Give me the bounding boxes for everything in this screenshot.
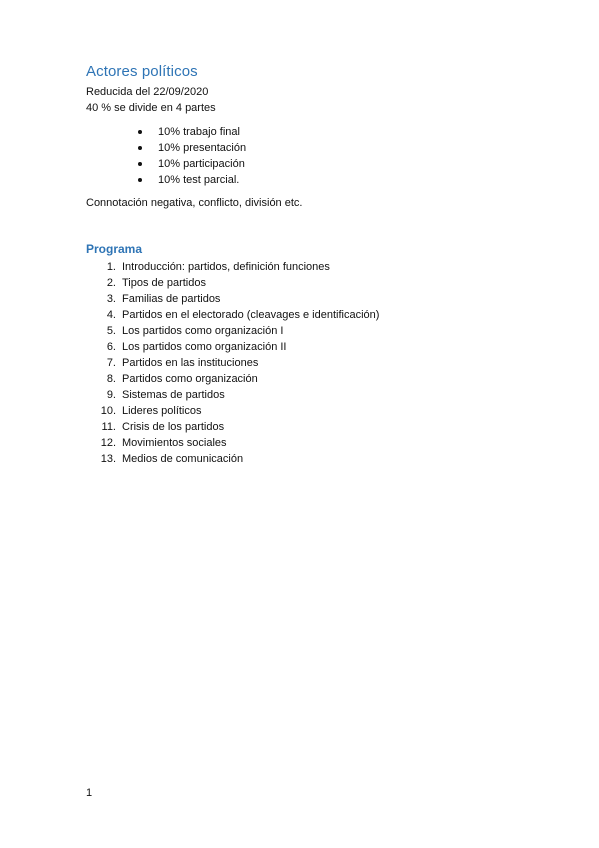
- program-item-text: Los partidos como organización I: [122, 325, 284, 337]
- bullet-item-text: 10% trabajo final: [158, 126, 240, 138]
- connotation-paragraph: Connotación negativa, conflicto, división etc.: [86, 197, 303, 209]
- program-item: [86, 291, 379, 307]
- program-item: [86, 419, 379, 435]
- grading-split-line: 40 % se divide en 4 partes: [86, 102, 216, 114]
- program-item-number: 3.: [106, 293, 116, 305]
- program-item-text: Los partidos como organización II: [122, 341, 287, 353]
- program-item-number: 5.: [106, 325, 116, 337]
- program-item-text: Partidos en el electorado (cleavages e identificación): [122, 309, 380, 321]
- program-item-text: Familias de partidos: [122, 293, 221, 305]
- program-item-number: 10.: [100, 405, 116, 417]
- program-item: [86, 339, 379, 355]
- program-list: [86, 259, 379, 467]
- program-item-text: Partidos como organización: [122, 373, 258, 385]
- page-number: 1: [86, 787, 93, 799]
- program-item-text: Crisis de los partidos: [122, 421, 225, 433]
- program-item: [86, 323, 379, 339]
- bullet-dot-icon: [138, 130, 142, 134]
- bullet-item: [138, 156, 246, 172]
- program-item-number: 8.: [106, 373, 116, 385]
- bullet-item-text: 10% presentación: [158, 142, 247, 154]
- program-item: [86, 451, 379, 467]
- bullet-item: [138, 172, 246, 188]
- program-item: [86, 307, 379, 323]
- program-item-text: Partidos en las instituciones: [122, 357, 259, 369]
- document-title: Actores políticos: [86, 63, 198, 80]
- bullet-dot-icon: [138, 162, 142, 166]
- bullet-item-text: 10% participación: [158, 158, 245, 170]
- program-item-text: Introducción: partidos, definición funciones: [122, 261, 330, 273]
- program-item: [86, 275, 379, 291]
- program-item-number: 7.: [106, 357, 116, 369]
- program-heading: Programa: [86, 242, 143, 256]
- bullet-item: [138, 140, 246, 156]
- bullet-item-text: 10% test parcial.: [158, 174, 240, 186]
- program-item: [86, 387, 379, 403]
- bullet-item: [138, 124, 246, 140]
- program-item-text: Sistemas de partidos: [122, 389, 225, 401]
- grading-bullet-list: [138, 124, 246, 188]
- program-item: [86, 355, 379, 371]
- program-item: [86, 403, 379, 419]
- program-item-number: 9.: [106, 389, 116, 401]
- bullet-dot-icon: [138, 146, 142, 150]
- program-item: [86, 435, 379, 451]
- program-item-text: Medios de comunicación: [122, 453, 244, 465]
- program-item-text: Tipos de partidos: [122, 277, 206, 289]
- document-subtitle: Reducida del 22/09/2020: [86, 86, 209, 98]
- bullet-dot-icon: [138, 178, 142, 182]
- program-item-number: 11.: [101, 421, 116, 433]
- program-item-number: 4.: [106, 309, 116, 321]
- program-item-number: 13.: [100, 453, 116, 465]
- program-item-text: Lideres políticos: [122, 405, 202, 417]
- program-item-number: 12.: [100, 437, 116, 449]
- program-item-number: 6.: [106, 341, 116, 353]
- program-item-number: 1.: [106, 261, 116, 273]
- program-item-number: 2.: [106, 277, 116, 289]
- program-item-text: Movimientos sociales: [122, 437, 227, 449]
- program-item: [86, 259, 379, 275]
- program-item: [86, 371, 379, 387]
